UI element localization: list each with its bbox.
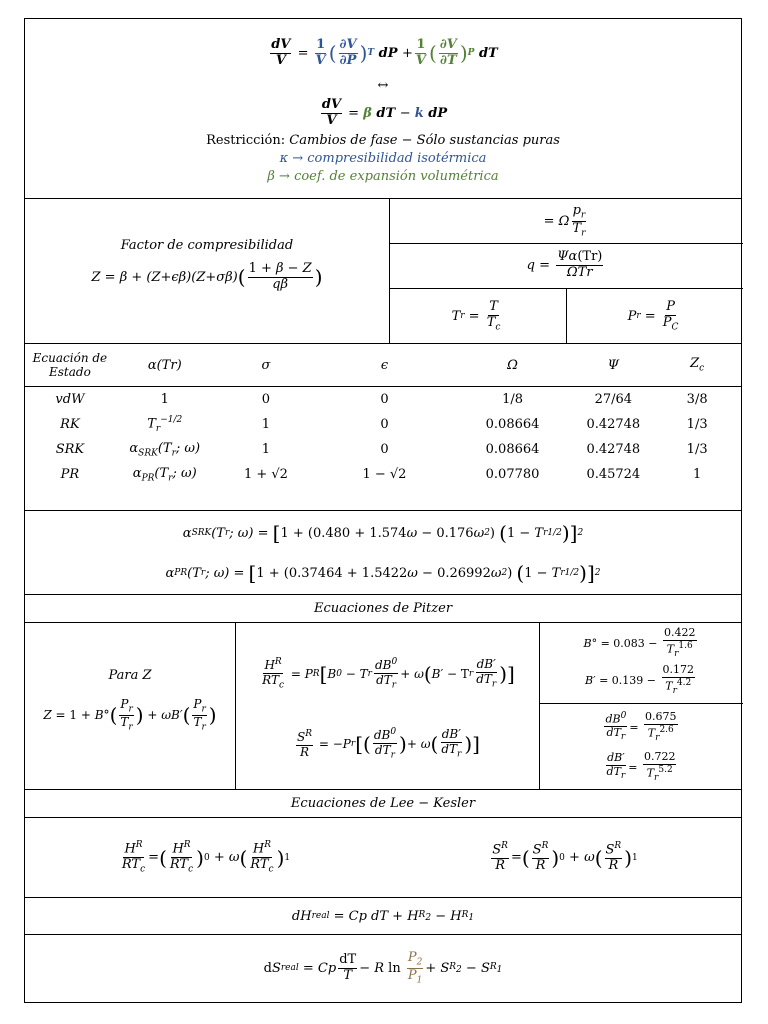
lee-kesler-section — [25, 818, 741, 898]
reduced-pressure: P r = $\frac{P}{P_C}$ — [627, 298, 679, 333]
lee-kesler-title: Ecuaciones de Lee − Kesler — [25, 790, 741, 818]
pitzer-z-equation: Z = 1 + B° ( $\frac{P_r}{T_r}$ ) + ωB′ ( $\frac{P_r}{T_r}$ ) — [43, 696, 217, 732]
q-equation: q = $\frac{\Psi\alpha(Tr)}{\text{ΩTr}}$ — [526, 249, 603, 280]
compressibility-title: Factor de compresibilidad — [120, 237, 294, 253]
pitzer-coefficients-cell — [539, 623, 743, 789]
reduced-parameters-cell — [389, 199, 743, 343]
alpha-functions-section — [25, 511, 741, 595]
pitzer-section — [25, 623, 741, 790]
lee-kesler-enthalpy: $\frac{H^R}{RT_c}$ = ( $\frac{H^R}{RT_c}$ ) 0 + ω ( $\frac{H^R}{RT_c}$ ) 1 — [121, 839, 291, 875]
kappa-definition: κ → compresibilidad isotérmica — [279, 150, 487, 166]
volume-change-section — [25, 19, 741, 199]
restriction-text: Cambios de fase − Sólo sustancias puras — [289, 132, 560, 148]
formula-sheet — [24, 18, 742, 1003]
real-enthalpy-equation: dH real = Cp dT + H $R_2$ − H $R_1$ — [25, 898, 741, 935]
header-sigma: σ — [215, 344, 318, 387]
pitzer-enthalpy-equation: $\frac{H^R}{RT_c}$ = P R [ B 0 − T r $\frac{dB^0}{dT_r}$ + ω ( B′ − T r $\frac{dB'}{dT_r}$ ) ] — [262, 657, 515, 691]
table-header-row — [25, 344, 741, 387]
compressibility-equation: Z = β + (Z + ϵβ)(Z + σβ) ( $\frac{1 + \beta - Z}{q\beta}$ ) — [91, 260, 323, 292]
alpha-srk-equation: α SRK (T r ; ω) = [ 1 + ( 0.480 + 1.574 ω − 0.176 ω 2 ) ( 1 − T r 1/2 ) ] 2 — [182, 521, 584, 545]
real-entropy-equation: d S real = Cp $\frac{dT}{T}$ − R ln $\frac{P_2}{P_1}$ + S $R_2$ − S $R_1$ — [263, 949, 503, 986]
header-zc: $Z_c$ — [653, 344, 741, 387]
restriction-label: Restricción: — [206, 132, 286, 148]
lee-kesler-entropy: $\frac{S^R}{R}$ = ( $\frac{S^R}{R}$ ) 0 + ω ( $\frac{S^R}{R}$ ) 1 — [492, 840, 638, 874]
db0-equation: $\frac{dB^0}{dT_r}$ = $\frac{0.675}{T_r^{2.6}}$ — [605, 710, 677, 743]
db1-equation: $\frac{dB'}{dT_r}$ = $\frac{0.722}{T_r^{5.2}}$ — [606, 750, 676, 783]
beta-reduced-equation: = Ω $\frac{p_r}{T_r}$ — [543, 202, 586, 239]
header-alpha: α(Tr) — [115, 344, 215, 387]
equivalence-arrow: ↔ — [377, 77, 389, 93]
b1-equation: B′ = 0.139 − $\frac{0.172}{T_r^{4.2}}$ — [584, 663, 695, 696]
pitzer-z-cell — [25, 623, 235, 789]
header-psi: Ψ — [573, 344, 653, 387]
beta-definition: β → coef. de expansión volumétrica — [267, 168, 499, 184]
alpha-pr-equation: α PR (T r ; ω) = [ 1 + ( 0.37464 + 1.5422 ω − 0.26992 ω 2 ) ( 1 − T r 1/2 ) ] 2 — [165, 561, 601, 585]
eos-parameter-table-section — [25, 344, 741, 511]
eos-parameter-table — [25, 344, 741, 487]
para-z-label: Para Z — [108, 667, 152, 683]
rk-alpha-cell: $T_r^{-1/2}$ — [147, 415, 183, 434]
cubic-eos-section — [25, 199, 741, 344]
header-eos: Ecuación de Estado — [25, 344, 115, 387]
pr-alpha-cell: $\alpha_{PR}(T_r$; ω) — [132, 465, 197, 484]
header-epsilon: ϵ — [317, 344, 451, 387]
compressibility-cell — [25, 199, 389, 343]
table-row: vdW 1 0 0 1/8 27/64 3/8 — [55, 392, 708, 407]
pitzer-entropy-equation: $\frac{S^R}{R}$ = − P r [ ( $\frac{dB^0}{dT_r}$ ) + ω ( $\frac{dB'}{dT_r}$ ) ] — [297, 727, 480, 761]
b0-equation: B° = 0.083 − $\frac{0.422}{T_r^{1.6}}$ — [583, 626, 696, 659]
reduced-temperature: T r = $\frac{T}{T_c}$ — [451, 298, 501, 333]
srk-alpha-cell: $\alpha_{SRK}(T_r$; ω) — [129, 440, 201, 459]
restriction-line — [25, 131, 741, 149]
pitzer-residual-cell — [235, 623, 539, 789]
dv-beta-kappa-equation: $\frac{dV}{V}$ = β dT − k dP — [321, 96, 448, 128]
table-row: RK $T_r^{-1/2}$ 1 0 0.08664 0.42748 1/3 — [25, 412, 741, 437]
dv-partial-equation: $\frac{dV}{V}$ = $\frac{1}{V}$ ( $\frac{\partial V}{\partial P}$ ) T dP + $\frac{1}{V}$ ( $\frac{\partial V}{\partial T}$ ) P dT — [271, 36, 498, 68]
table-row: PR $\alpha_{PR}(T_r$; ω) 1 + √2 1 − √2 0.07780 0.45724 1 — [25, 462, 741, 487]
header-omega: Ω — [452, 344, 574, 387]
table-row: SRK $\alpha_{SRK}(T_r$; ω) 1 0 0.08664 0.42748 1/3 — [25, 437, 741, 462]
pitzer-title: Ecuaciones de Pitzer — [25, 595, 741, 623]
